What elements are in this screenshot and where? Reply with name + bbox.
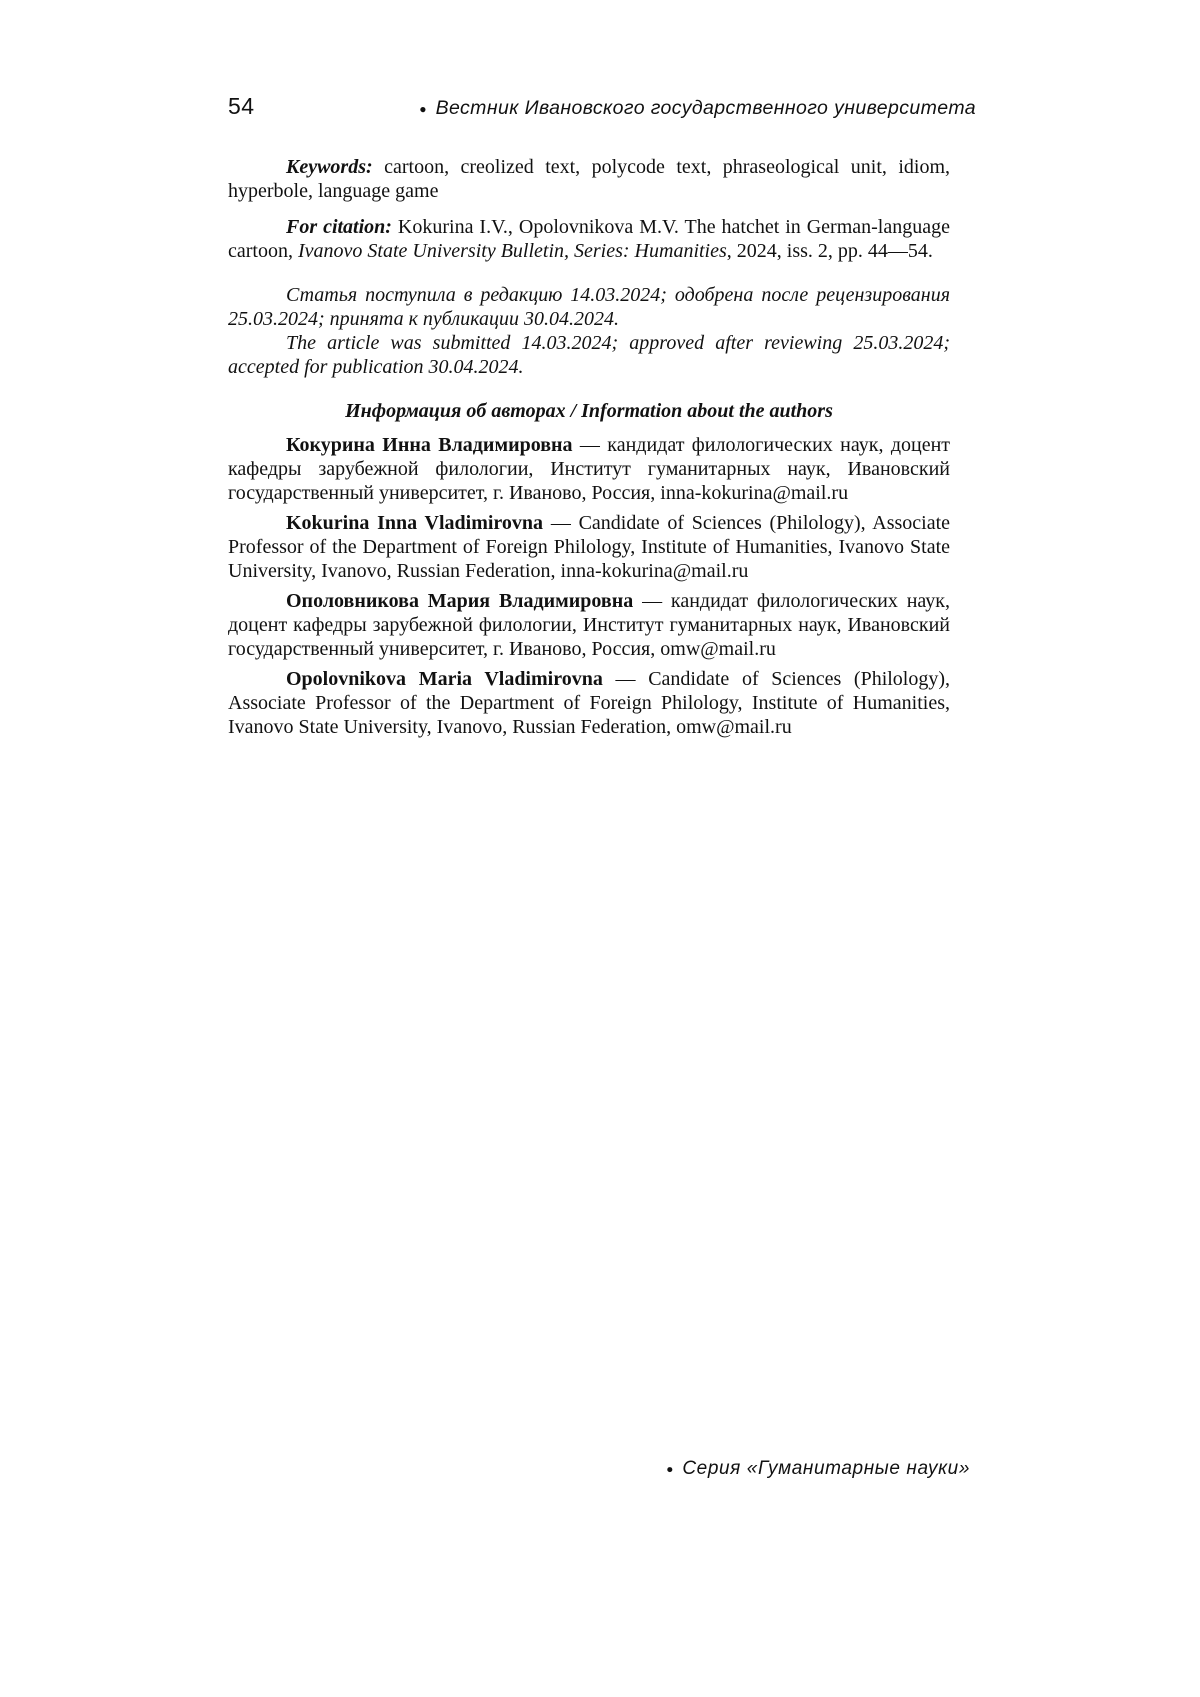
citation-source: Ivanovo State University Bulletin, Series: Humanities xyxy=(297,240,727,262)
author-separator: — xyxy=(579,434,600,456)
author-details: Candidate of Sciences (Philology), Associate Professor of the Department of Foreign Philology, Institute of Humanities, Ivanovo State University, Ivanovo, Russian Federation, omw@mail.ru xyxy=(228,668,951,738)
submission-dates-en: The article was submitted 14.03.2024; approved after reviewing 25.03.2024; accepted for publication 30.04.2024. xyxy=(228,332,950,378)
author-separator: — xyxy=(642,590,663,612)
author-separator: — xyxy=(615,668,636,690)
authors-heading: Информация об авторах / Information about the authors xyxy=(345,400,833,422)
submission-dates-ru: Статья поступила в редакцию 14.03.2024; одобрена после рецензирования 25.03.2024; принята к публикации 30.04.2024. xyxy=(228,284,950,330)
keywords-text: cartoon, creolized text, polycode text, phraseological unit, idiom, hyperbole, language game xyxy=(228,156,950,202)
journal-title-text: Вестник Ивановского государственного университета xyxy=(435,97,976,119)
citation-label: For citation: xyxy=(286,216,392,238)
author-name: Kokurina Inna Vladimirovna xyxy=(286,512,544,534)
author-details: Candidate of Sciences (Philology), Associate Professor of the Department of Foreign Philology, Institute of Humanities, Ivanovo State University, Ivanovo, Russian Federation, inna-kokurina@mail.ru xyxy=(228,512,951,582)
running-footer xyxy=(666,1458,970,1480)
keywords-label: Keywords: xyxy=(286,156,373,178)
series-title-text: Серия «Гуманитарные науки» xyxy=(682,1458,970,1479)
author-paragraph-ru-1 xyxy=(228,433,950,505)
citation-issue-pages: , 2024, iss. 2, pp. 44—54. xyxy=(726,240,933,262)
author-name: Opolovnikova Maria Vladimirovna xyxy=(286,668,603,690)
keywords-paragraph xyxy=(228,155,950,203)
article-back-matter xyxy=(228,0,950,739)
author-details: кандидат филологических наук, доцент кафедры зарубежной филологии, Институт гуманитарных наук, Ивановский государственный университет, г. Иваново, Россия, omw@mail.ru xyxy=(228,590,950,660)
page-number: 54 xyxy=(228,93,255,119)
author-paragraph-en-1 xyxy=(228,511,950,583)
author-details: кандидат филологических наук, доцент кафедры зарубежной филологии, Институт гуманитарных наук, Ивановский государственный университет, г. Иваново, Россия, inna-kokurina@mail.ru xyxy=(228,434,951,504)
bullet-icon: ● xyxy=(666,1462,674,1476)
citation-authors-title: Kokurina I.V., Opolovnikova M.V. The hatchet in German-language cartoon, xyxy=(228,216,950,262)
author-separator: — xyxy=(550,512,571,534)
bullet-icon: ● xyxy=(419,101,427,116)
author-name: Кокурина Инна Владимировна xyxy=(286,434,573,456)
author-paragraph-en-2 xyxy=(228,667,950,739)
author-paragraph-ru-2 xyxy=(228,589,950,661)
author-name: Ополовникова Мария Владимировна xyxy=(286,590,634,612)
citation-paragraph xyxy=(228,215,950,263)
